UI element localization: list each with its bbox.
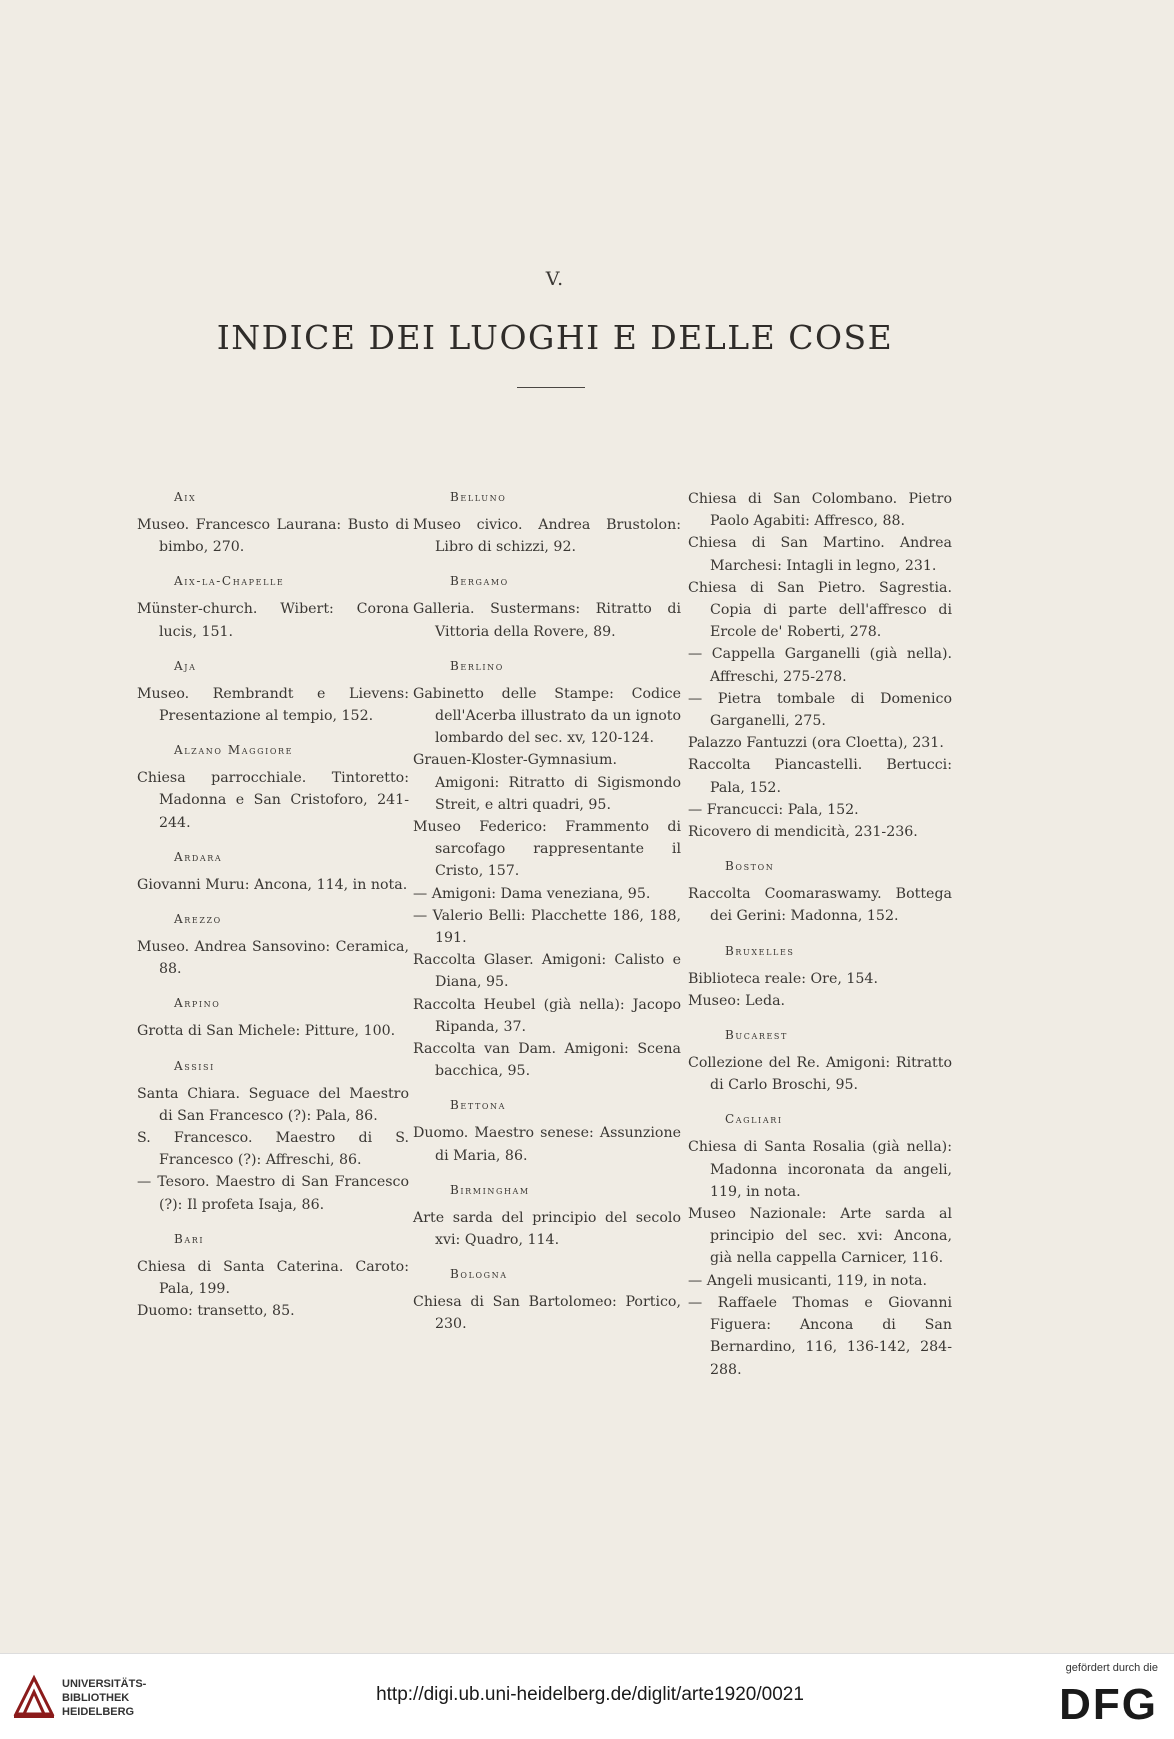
index-entry: Raccolta van Dam. Amigoni: Scena bacchica, 95. <box>413 1041 681 1080</box>
index-entry: Chiesa di Santa Caterina. Caroto: Pala, 199. <box>137 1258 409 1298</box>
place-heading: Arezzo <box>174 912 222 927</box>
place-heading: Bucarest <box>725 1028 788 1043</box>
index-entry: Museo: Leda. <box>688 992 786 1009</box>
place-heading: Bari <box>174 1231 205 1246</box>
index-entry: — Francucci: Pala, 152. <box>688 801 859 818</box>
index-entry: Museo civico. Andrea Brustolon: Libro di schizzi, 92. <box>413 517 681 556</box>
index-entry: Raccolta Heubel (già nella): Jacopo Ripanda, 37. <box>413 996 681 1035</box>
place-heading: Birmingham <box>450 1182 530 1197</box>
index-entry: — Cappella Garganelli (già nella). Affreschi, 275-278. <box>688 646 952 685</box>
place-heading: Aix-la-Chapelle <box>174 574 285 589</box>
index-entry: — Amigoni: Dama veneziana, 95. <box>413 885 651 902</box>
index-entry: Museo. Francesco Laurana: Busto di bimbo, 270. <box>137 517 409 556</box>
index-entry: — Tesoro. Maestro di San Francesco (?): Il profeta Isaja, 86. <box>137 1174 409 1213</box>
index-entry: Grauen-Kloster-Gymnasium. Amigoni: Ritratto di Sigismondo Streit, e altri quadri, 95. <box>413 752 681 813</box>
index-entry: Collezione del Re. Amigoni: Ritratto di Carlo Broschi, 95. <box>688 1055 952 1094</box>
index-column-3 <box>688 488 952 1381</box>
index-entry: Museo Nazionale: Arte sarda al principio del sec. xvi: Ancona, già nella cappella Carnicer, 116. <box>688 1206 952 1267</box>
library-name: UNIVERSITÄTS- BIBLIOTHEK HEIDELBERG <box>62 1678 147 1718</box>
index-entry: Biblioteca reale: Ore, 154. <box>688 970 878 987</box>
index-entry: Museo. Andrea Sansovino: Ceramica, 88. <box>137 939 409 978</box>
index-entry: Arte sarda del principio del secolo xvi: Quadro, 114. <box>413 1209 681 1249</box>
place-heading: Bologna <box>450 1267 508 1282</box>
place-heading: Bettona <box>450 1098 507 1113</box>
index-entry: Chiesa di San Pietro. Sagrestia. Copia di parte dell'affresco di Ercole de' Roberti, 278. <box>688 579 952 641</box>
place-heading: Cagliari <box>725 1112 783 1127</box>
funding-caption: gefördert durch die <box>1065 1662 1158 1674</box>
place-heading: Bergamo <box>450 574 509 589</box>
section-number: V. <box>545 268 565 290</box>
index-entry: Chiesa di Santa Rosalia (già nella): Madonna incoronata da angeli, 119, in nota. <box>688 1139 952 1200</box>
index-entry: Duomo: transetto, 85. <box>137 1303 295 1320</box>
place-heading: Aix <box>174 490 197 504</box>
index-entry: Museo. Rembrandt e Lievens: Presentazione al tempio, 152. <box>137 685 409 725</box>
index-entry: — Angeli musicanti, 119, in nota. <box>688 1272 927 1289</box>
library-emblem-icon <box>12 1674 56 1720</box>
place-heading: Arpino <box>174 996 221 1011</box>
index-entry: Chiesa di San Colombano. Pietro Paolo Agabiti: Affresco, 88. <box>688 491 952 530</box>
index-entry: Gabinetto delle Stampe: Codice dell'Acerba illustrato da un ignoto lombardo del sec. xv, 120-124. <box>413 685 681 747</box>
dfg-logo[interactable]: DFG <box>1059 1680 1158 1729</box>
place-heading: Alzano Maggiore <box>174 743 294 758</box>
index-column-1 <box>137 488 409 1322</box>
index-entry: Giovanni Muru: Ancona, 114, in nota. <box>137 876 408 893</box>
index-entry: Museo Federico: Frammento di sarcofago rappresentante il Cristo, 157. <box>413 819 681 880</box>
place-heading: Bruxelles <box>725 943 795 958</box>
index-entry: — Pietra tombale di Domenico Garganelli, 275. <box>688 690 952 730</box>
index-entry: Raccolta Piancastelli. Bertucci: Pala, 152. <box>688 757 952 796</box>
index-entry: Galleria. Sustermans: Ritratto di Vittoria della Rovere, 89. <box>413 601 681 640</box>
index-entry: S. Francesco. Maestro di S. Francesco (?): Affreschi, 86. <box>137 1130 409 1169</box>
index-entry: Santa Chiara. Seguace del Maestro di San Francesco (?): Pala, 86. <box>137 1085 409 1124</box>
index-column-2 <box>413 488 681 1336</box>
viewer-footer <box>0 1653 1174 1739</box>
place-heading: Belluno <box>450 490 507 504</box>
index-entry: Ricovero di mendicità, 231-236. <box>688 824 918 841</box>
index-entry: — Raffaele Thomas e Giovanni Figuera: Ancona di San Bernardino, 116, 136-142, 284-288. <box>688 1294 952 1378</box>
place-heading: Aja <box>174 658 197 673</box>
index-entry: Chiesa parrocchiale. Tintoretto: Madonna e San Cristoforo, 241-244. <box>137 770 409 831</box>
index-entry: Raccolta Glaser. Amigoni: Calisto e Diana, 95. <box>413 952 681 991</box>
index-entry: Grotta di San Michele: Pitture, 100. <box>137 1023 396 1040</box>
index-entry: Münster-church. Wibert: Corona lucis, 151. <box>137 601 409 640</box>
index-entry: Chiesa di San Bartolomeo: Portico, 230. <box>413 1294 681 1333</box>
index-entry: — Valerio Belli: Placchette 186, 188, 191. <box>413 907 681 947</box>
title-rule <box>517 387 585 388</box>
index-entry: Palazzo Fantuzzi (ora Cloetta), 231. <box>688 735 944 752</box>
index-entry: Chiesa di San Martino. Andrea Marchesi: Intagli in legno, 231. <box>688 535 952 574</box>
library-logo[interactable] <box>12 1674 152 1724</box>
page-title: INDICE DEI LUOGHI E DELLE COSE <box>216 318 894 357</box>
index-entry: Duomo. Maestro senese: Assunzione di Maria, 86. <box>413 1125 681 1164</box>
place-heading: Assisi <box>174 1058 215 1073</box>
place-heading: Boston <box>725 859 775 874</box>
source-url[interactable]: http://digi.ub.uni-heidelberg.de/diglit/arte1920/0021 <box>376 1684 804 1705</box>
place-heading: Ardara <box>174 849 223 864</box>
place-heading: Berlino <box>450 658 504 673</box>
index-entry: Raccolta Coomaraswamy. Bottega dei Gerini: Madonna, 152. <box>688 886 952 925</box>
